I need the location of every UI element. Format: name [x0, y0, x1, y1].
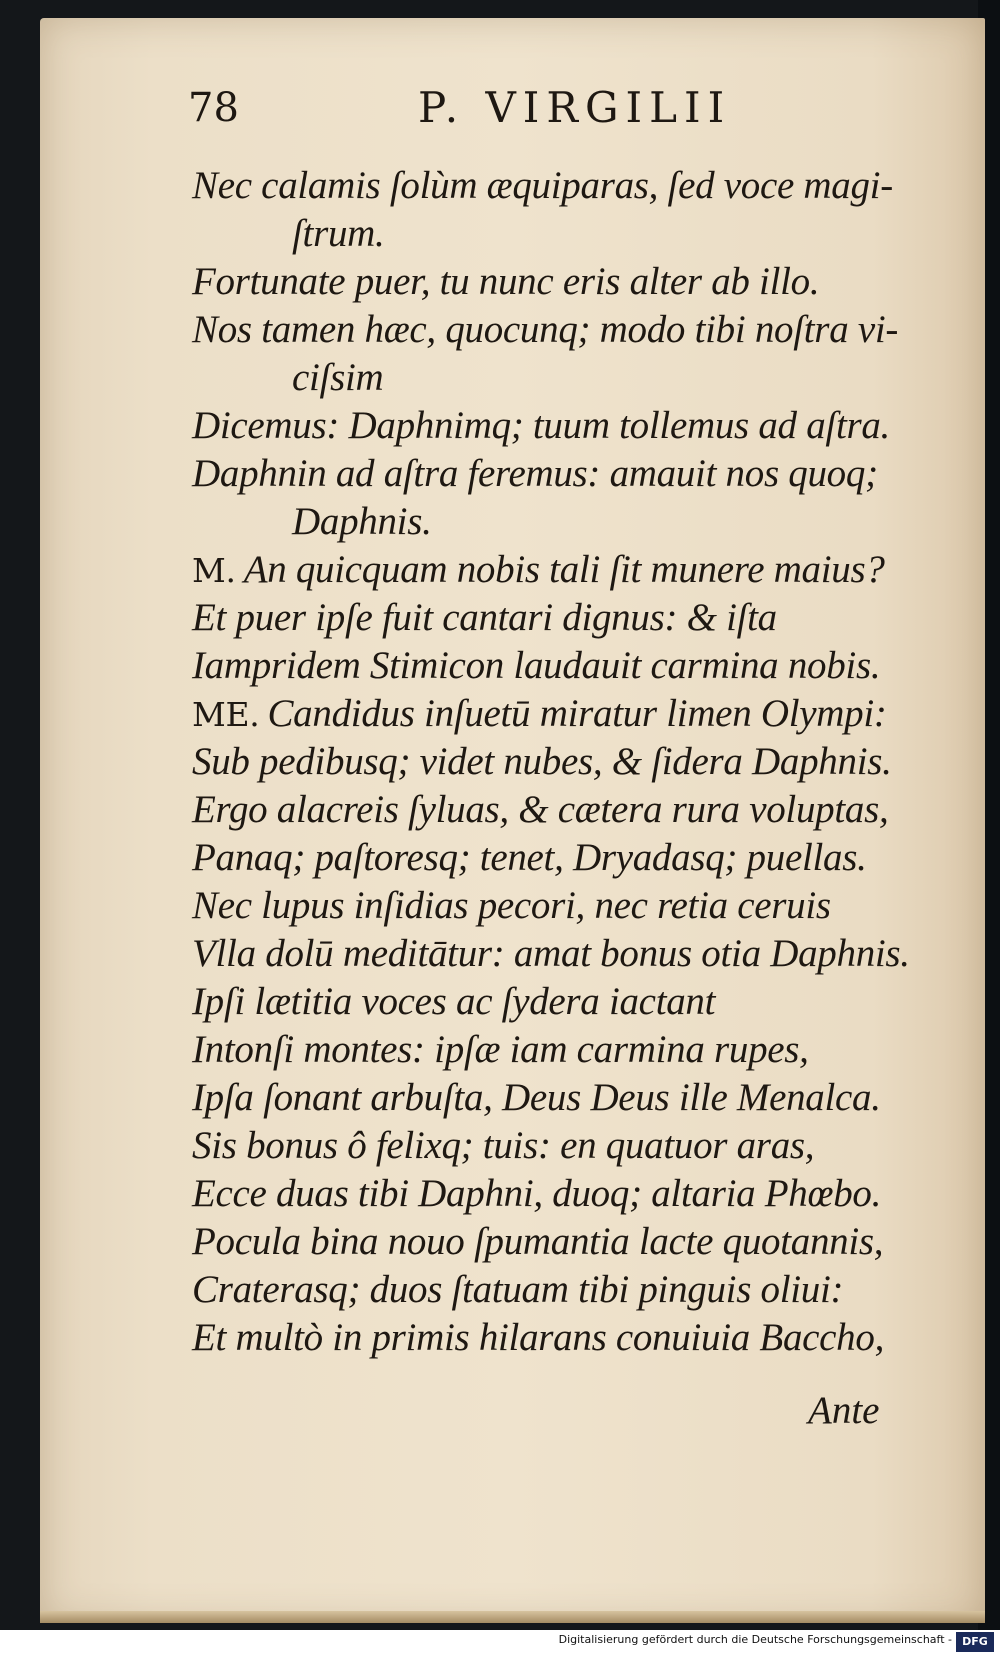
verse-line: [192, 882, 972, 930]
verse-line: [192, 450, 972, 498]
verse-line: [192, 690, 972, 738]
verse-line-text: Ipſa ſonant arbuſta, Deus Deus ille Menalca.: [192, 1076, 881, 1119]
verse-line-text: Panaq; paſtoresq; tenet, Dryadasq; puellas.: [192, 836, 867, 879]
verse-line-text: ciſsim: [292, 356, 384, 399]
verse-line: [192, 1122, 972, 1170]
verse-line: [192, 306, 972, 354]
verse-line: [192, 738, 972, 786]
verse-line: [192, 210, 972, 258]
speaker-label: M.: [192, 551, 236, 590]
verse-line: [192, 402, 972, 450]
verse-line-text: Nec calamis ſolùm æquiparas, ſed voce magi-: [192, 164, 893, 207]
dfg-logo: DFG: [956, 1632, 994, 1652]
verse-line: [192, 930, 972, 978]
verse-line-text: Et multò in primis hilarans conuiuia Baccho,: [192, 1316, 885, 1359]
verse-line-text: Vlla dolū meditātur: amat bonus otia Daphnis.: [192, 932, 910, 975]
verse-line-text: Nos tamen hæc, quocunq; modo tibi noſtra vi-: [192, 308, 899, 351]
verse-line-text: Iampridem Stimicon laudauit carmina nobis.: [192, 644, 881, 687]
verse-line: [192, 1026, 972, 1074]
verse-line-text: Pocula bina nouo ſpumantia lacte quotannis,: [192, 1220, 884, 1263]
verse-line-text: Ergo alacreis ſyluas, & cætera rura voluptas,: [192, 788, 889, 831]
verse-line-text: Sub pedibusq; videt nubes, & ſidera Daphnis.: [192, 740, 892, 783]
verse-line-text: Intonſi montes: ipſæ iam carmina rupes,: [192, 1028, 809, 1071]
verse-line-text: ſtrum.: [292, 212, 385, 255]
verse-line-text: Daphnin ad aſtra feremus: amauit nos quoq;: [192, 452, 878, 495]
verse-line: [192, 1218, 972, 1266]
running-title: P. VIRGILII: [418, 83, 732, 132]
verse-line: [192, 594, 972, 642]
verse-line-text: Ipſi lætitia voces ac ſydera iactant: [192, 980, 716, 1023]
verse-line: [192, 834, 972, 882]
verse-line: [192, 1266, 972, 1314]
footer-credit: Digitalisierung gefördert durch die Deutsche Forschungsgemeinschaft -: [558, 1633, 952, 1646]
verse-line: [192, 642, 972, 690]
verse-line-text: Et puer ipſe fuit cantari dignus: & iſta: [192, 596, 777, 639]
verse-line: [192, 1074, 972, 1122]
verse-line-text: Craterasq; duos ſtatuam tibi pinguis oliui:: [192, 1268, 844, 1311]
verse-text: [192, 162, 972, 1362]
verse-line: [192, 498, 972, 546]
verse-line: [192, 354, 972, 402]
footer-strip: [0, 1630, 1000, 1656]
verse-line: [192, 978, 972, 1026]
catchword: Ante: [808, 1389, 880, 1432]
verse-line: [192, 1314, 972, 1362]
verse-line-text: An quicquam nobis tali ſit munere maius?: [243, 548, 885, 591]
verse-line-text: Ecce duas tibi Daphni, duoq; altaria Phœbo.: [192, 1172, 882, 1215]
verse-line-text: Candidus inſuetū miratur limen Olympi:: [267, 692, 887, 735]
verse-line: [192, 162, 972, 210]
speaker-label: ME.: [192, 695, 260, 734]
verse-line-text: Daphnis.: [292, 500, 432, 543]
verse-line: [192, 786, 972, 834]
verse-line-text: Fortunate puer, tu nunc eris alter ab illo.: [192, 260, 820, 303]
verse-line: [192, 258, 972, 306]
verse-line-text: Nec lupus inſidias pecori, nec retia ceruis: [192, 884, 831, 927]
page-edge: [40, 1611, 985, 1623]
verse-line: [192, 1170, 972, 1218]
verse-line-text: Sis bonus ô felixq; tuis: en quatuor aras,: [192, 1124, 815, 1167]
verse-line-text: Dicemus: Daphnimq; tuum tollemus ad aſtra.: [192, 404, 891, 447]
page-number: 78: [188, 85, 239, 131]
running-head: [188, 85, 758, 145]
verse-line: [192, 546, 972, 594]
